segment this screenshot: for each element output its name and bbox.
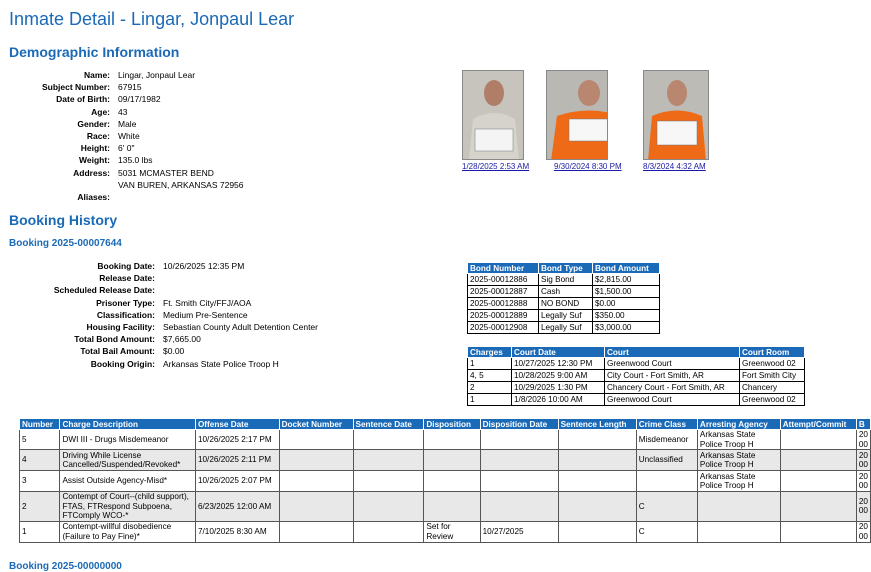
column-header: Sentence Length xyxy=(558,419,636,430)
column-header: Court xyxy=(605,347,740,358)
table-cell: 2025-00012889 xyxy=(468,310,539,322)
field-label: Total Bond Amount: xyxy=(74,334,155,345)
demographic-fields xyxy=(10,69,244,203)
table-cell: 20 00 xyxy=(856,430,870,450)
table-cell xyxy=(780,521,856,542)
mugshot-image-2 xyxy=(547,71,608,160)
mugshot-caption-1[interactable]: 1/28/2025 2:53 AM xyxy=(462,162,530,171)
table-cell: Fort Smith City xyxy=(740,370,805,382)
field-value: 135.0 lbs xyxy=(118,155,153,166)
field-label: Housing Facility: xyxy=(86,322,155,333)
column-header: Offense Date xyxy=(195,419,279,430)
bond-table xyxy=(467,262,660,334)
table-cell: Cash xyxy=(539,286,593,298)
table-cell: Unclassified xyxy=(636,450,697,471)
field-label: Date of Birth: xyxy=(56,94,110,105)
table-cell: 10/29/2025 1:30 PM xyxy=(512,382,605,394)
field-label: Classification: xyxy=(96,309,155,320)
table-cell xyxy=(558,521,636,542)
table-row xyxy=(468,382,805,394)
table-row xyxy=(20,521,871,542)
table-cell: 1 xyxy=(468,358,512,370)
demographic-section-title: Demographic Information xyxy=(9,44,180,60)
table-cell xyxy=(279,492,353,522)
court-table xyxy=(467,346,805,406)
field-label: Race: xyxy=(86,131,110,142)
table-cell: C xyxy=(636,521,697,542)
next-booking-title: Booking 2025-00000000 xyxy=(9,561,122,572)
field-row xyxy=(10,333,318,345)
field-value: 5031 MCMASTER BEND VAN BUREN, ARKANSAS 72956 xyxy=(118,167,244,190)
field-row xyxy=(10,345,318,357)
booking-history-title: Booking History xyxy=(9,212,118,228)
table-cell: 1 xyxy=(20,521,60,542)
table-cell xyxy=(424,492,480,522)
field-row xyxy=(10,272,318,284)
column-header: Docket Number xyxy=(279,419,353,430)
table-cell: $3,000.00 xyxy=(593,322,660,334)
table-cell: DWI III - Drugs Misdemeanor xyxy=(60,430,195,450)
column-header: Number xyxy=(20,419,60,430)
table-cell: Assist Outside Agency-Misd* xyxy=(60,471,195,492)
column-header: Crime Class xyxy=(636,419,697,430)
field-row xyxy=(10,297,318,309)
table-row xyxy=(468,394,805,406)
field-row xyxy=(10,118,244,130)
table-cell: Chancery xyxy=(740,382,805,394)
table-row xyxy=(468,358,805,370)
table-cell xyxy=(780,492,856,522)
field-value: 67915 xyxy=(118,82,142,93)
field-label: Subject Number: xyxy=(41,82,110,93)
table-cell: 2 xyxy=(20,492,60,522)
table-cell xyxy=(558,450,636,471)
field-label: Total Bail Amount: xyxy=(80,346,155,357)
table-cell xyxy=(424,430,480,450)
column-header: Bond Amount xyxy=(593,263,660,274)
table-cell: 10/26/2025 2:17 PM xyxy=(195,430,279,450)
table-cell: Contempt of Court--(child support), FTAS, FTRespond Subpoena, FTComply WCO-* xyxy=(60,492,195,522)
table-cell: C xyxy=(636,492,697,522)
field-row xyxy=(10,93,244,105)
table-cell: 10/27/2025 xyxy=(480,521,558,542)
field-row xyxy=(10,69,244,81)
field-row xyxy=(10,142,244,154)
mugshot-photo-2[interactable] xyxy=(546,70,608,160)
field-value: 6' 0" xyxy=(118,143,135,154)
table-cell: 10/26/2025 2:07 PM xyxy=(195,471,279,492)
field-value: White xyxy=(118,131,140,142)
field-label: Address: xyxy=(73,167,110,178)
table-cell: Chancery Court - Fort Smith, AR xyxy=(605,382,740,394)
field-value: 10/26/2025 12:35 PM xyxy=(163,261,245,271)
field-row xyxy=(10,130,244,142)
field-value xyxy=(155,272,163,284)
field-value: 09/17/1982 xyxy=(118,94,161,105)
column-header: Court Date xyxy=(512,347,605,358)
table-cell: Greenwood 02 xyxy=(740,394,805,406)
table-row xyxy=(20,492,871,522)
field-value: Medium Pre-Sentence xyxy=(163,309,248,320)
table-row xyxy=(468,322,660,334)
field-label: Height: xyxy=(80,143,110,154)
table-cell: $350.00 xyxy=(593,310,660,322)
table-cell: Arkansas State Police Troop H xyxy=(697,471,780,492)
field-label: Aliases: xyxy=(77,192,110,203)
table-row xyxy=(468,274,660,286)
table-cell: Greenwood 02 xyxy=(740,358,805,370)
table-cell: Legally Suf xyxy=(539,310,593,322)
field-value: $7,665.00 xyxy=(163,334,201,345)
column-header: Court Room xyxy=(740,347,805,358)
table-cell xyxy=(558,471,636,492)
table-cell: 2025-00012887 xyxy=(468,286,539,298)
table-cell: $2,815.00 xyxy=(593,274,660,286)
table-row xyxy=(468,298,660,310)
header-row xyxy=(468,347,805,358)
column-header: Charge Description xyxy=(60,419,195,430)
table-cell xyxy=(697,492,780,522)
table-cell: 10/27/2025 12:30 PM xyxy=(512,358,605,370)
field-value: Arkansas State Police Troop H xyxy=(163,358,279,369)
field-value xyxy=(110,191,118,203)
table-cell xyxy=(480,471,558,492)
table-cell xyxy=(279,521,353,542)
table-cell: Set for Review xyxy=(424,521,480,542)
table-cell: 20 00 xyxy=(856,450,870,471)
table-cell: Contempt-willful disobedience (Failure to Pay Fine)* xyxy=(60,521,195,542)
table-cell: Legally Suf xyxy=(539,322,593,334)
table-row xyxy=(468,286,660,298)
field-row xyxy=(10,154,244,166)
booking-fields xyxy=(10,260,318,370)
table-cell: Arkansas State Police Troop H xyxy=(697,430,780,450)
column-header: Charges xyxy=(468,347,512,358)
table-row xyxy=(468,310,660,322)
table-cell: $1,500.00 xyxy=(593,286,660,298)
field-value xyxy=(155,284,163,296)
table-cell xyxy=(353,521,424,542)
table-cell xyxy=(353,471,424,492)
table-cell xyxy=(780,430,856,450)
table-cell xyxy=(424,450,480,471)
table-cell xyxy=(279,450,353,471)
table-cell xyxy=(480,492,558,522)
table-cell: Arkansas State Police Troop H xyxy=(697,450,780,471)
charges-table xyxy=(19,418,871,543)
field-label: Scheduled Release Date: xyxy=(53,285,155,296)
field-row xyxy=(10,321,318,333)
mugshot-image-3 xyxy=(644,71,709,160)
field-label: Booking Date: xyxy=(97,261,155,271)
table-cell: 3 xyxy=(20,471,60,492)
table-cell xyxy=(353,430,424,450)
table-cell: 20 00 xyxy=(856,492,870,522)
field-row xyxy=(10,358,318,370)
field-value: Lingar, Jonpaul Lear xyxy=(118,70,196,80)
mugshot-image-1 xyxy=(463,71,524,160)
mugshot-photo-3[interactable] xyxy=(643,70,709,160)
field-label: Prisoner Type: xyxy=(96,297,155,308)
table-cell xyxy=(558,492,636,522)
table-cell: 10/28/2025 9:00 AM xyxy=(512,370,605,382)
booking-title: Booking 2025-00007644 xyxy=(9,238,122,249)
table-cell: Driving While License Cancelled/Suspended/Revoked* xyxy=(60,450,195,471)
field-row xyxy=(10,309,318,321)
table-cell xyxy=(558,430,636,450)
column-header: Sentence Date xyxy=(353,419,424,430)
table-cell: City Court - Fort Smith, AR xyxy=(605,370,740,382)
table-cell: 2025-00012888 xyxy=(468,298,539,310)
table-cell: 20 00 xyxy=(856,471,870,492)
field-label: Age: xyxy=(91,106,110,117)
mugshot-caption-3[interactable]: 8/3/2024 4:32 AM xyxy=(643,162,706,171)
field-value: Sebastian County Adult Detention Center xyxy=(163,322,318,333)
table-row xyxy=(20,471,871,492)
table-cell xyxy=(780,471,856,492)
field-row xyxy=(10,106,244,118)
table-cell xyxy=(480,430,558,450)
table-cell xyxy=(780,450,856,471)
mugshot-photo-1[interactable] xyxy=(462,70,524,160)
field-label: Booking Origin: xyxy=(90,358,155,369)
table-cell: 6/23/2025 12:00 AM xyxy=(195,492,279,522)
field-label: Name: xyxy=(84,70,110,80)
table-row xyxy=(20,450,871,471)
table-cell: 10/26/2025 2:11 PM xyxy=(195,450,279,471)
field-row xyxy=(10,81,244,93)
table-cell: Greenwood Court xyxy=(605,394,740,406)
field-label: Release Date: xyxy=(99,273,155,284)
column-header: Bond Number xyxy=(468,263,539,274)
page-title: Inmate Detail - Lingar, Jonpaul Lear xyxy=(9,9,295,29)
table-cell xyxy=(480,450,558,471)
field-row xyxy=(10,284,318,296)
table-cell xyxy=(636,471,697,492)
table-cell: $0.00 xyxy=(593,298,660,310)
table-cell: 1 xyxy=(468,394,512,406)
mugshot-caption-2[interactable]: 9/30/2024 8:30 PM xyxy=(554,162,622,171)
header-row xyxy=(468,263,660,274)
field-row xyxy=(10,191,244,203)
table-cell: 4 xyxy=(20,450,60,471)
table-cell: Greenwood Court xyxy=(605,358,740,370)
table-cell xyxy=(353,492,424,522)
column-header: B xyxy=(856,419,870,430)
table-cell xyxy=(353,450,424,471)
table-cell: Sig Bond xyxy=(539,274,593,286)
table-cell xyxy=(279,430,353,450)
field-row xyxy=(10,260,318,272)
field-value: Ft. Smith City/FFJ/AOA xyxy=(163,297,252,308)
column-header: Arresting Agency xyxy=(697,419,780,430)
table-cell xyxy=(424,471,480,492)
table-cell: 2 xyxy=(468,382,512,394)
column-header: Disposition xyxy=(424,419,480,430)
header-row xyxy=(20,419,871,430)
field-row xyxy=(10,167,244,191)
table-cell: NO BOND xyxy=(539,298,593,310)
field-value: Male xyxy=(118,118,137,129)
table-cell: 1/8/2026 10:00 AM xyxy=(512,394,605,406)
table-cell: 2025-00012908 xyxy=(468,322,539,334)
table-cell: 2025-00012886 xyxy=(468,274,539,286)
table-row xyxy=(20,430,871,450)
field-label: Gender: xyxy=(77,118,110,129)
table-cell: 7/10/2025 8:30 AM xyxy=(195,521,279,542)
table-cell: 4, 5 xyxy=(468,370,512,382)
column-header: Disposition Date xyxy=(480,419,558,430)
column-header: Attempt/Commit xyxy=(780,419,856,430)
table-cell xyxy=(697,521,780,542)
table-cell: Misdemeanor xyxy=(636,430,697,450)
field-value: 43 xyxy=(118,106,128,117)
table-cell: 5 xyxy=(20,430,60,450)
table-cell: 20 00 xyxy=(856,521,870,542)
field-value: $0.00 xyxy=(163,346,185,357)
table-cell xyxy=(279,471,353,492)
field-label: Weight: xyxy=(78,155,110,166)
table-row xyxy=(468,370,805,382)
column-header: Bond Type xyxy=(539,263,593,274)
